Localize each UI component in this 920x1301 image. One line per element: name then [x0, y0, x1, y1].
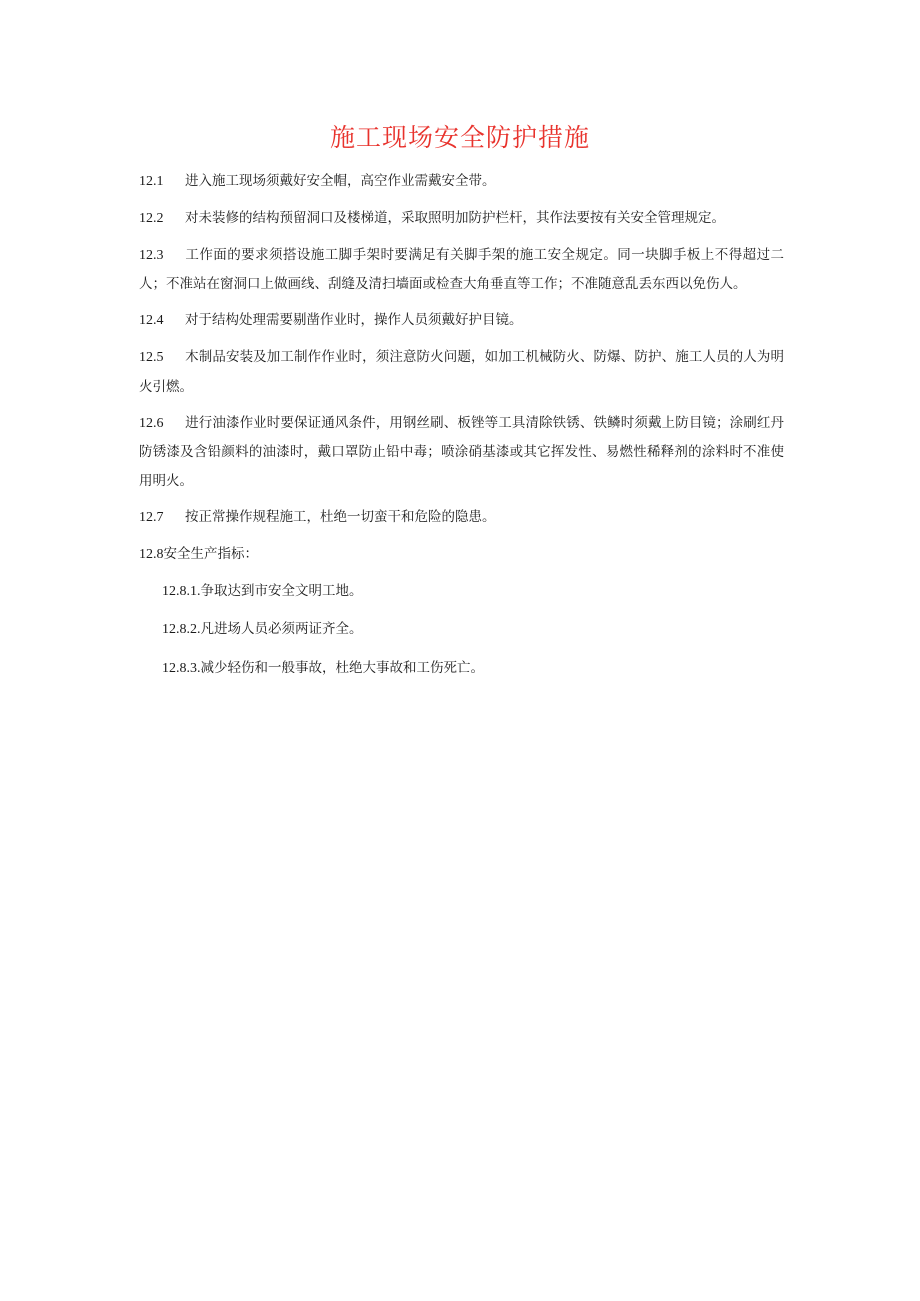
- document-body: [139, 167, 784, 693]
- sub-item-text: 凡进场人员必须两证齐全。: [200, 621, 363, 638]
- item-number: 12.3: [139, 247, 164, 263]
- section-text: 安全生产指标：: [163, 545, 258, 562]
- sub-item-text: 减少轻伤和一般事故，杜绝大事故和工伤死亡。: [200, 660, 484, 677]
- item-number: 12.5: [139, 349, 164, 365]
- sub-list-item: [162, 577, 784, 607]
- item-number: 12.6: [139, 415, 164, 431]
- section-number: 12.8: [139, 546, 164, 562]
- item-number: 12.7: [139, 509, 164, 525]
- list-item: [139, 409, 784, 496]
- list-item: [139, 204, 784, 234]
- item-text: 进入施工现场须戴好安全帽，高空作业需戴安全带。: [185, 173, 496, 189]
- item-text: 按正常操作规程施工，杜绝一切蛮干和危险的隐患。: [185, 508, 496, 525]
- sub-list-item: [162, 654, 784, 684]
- sub-item-text: 争取达到市安全文明工地。: [200, 582, 363, 599]
- item-text: 进行油漆作业时要保证通风条件，用钢丝刷、板锉等工具清除铁锈、铁鳞时须戴上防目镜；涂刷红丹防锈漆及含铅颜料的油漆时，戴口罩防止铅中毒；喷涂硝基漆或其它挥发性、易燃性稀释剂的涂料时不准使用明火。: [139, 414, 784, 490]
- list-item: [139, 167, 784, 197]
- section-heading: [139, 540, 784, 570]
- list-item: [139, 306, 784, 336]
- sub-item-number: 12.8.1.: [162, 583, 201, 599]
- sub-item-number: 12.8.3.: [162, 661, 201, 677]
- item-text: 对于结构处理需要剔凿作业时，操作人员须戴好护目镜。: [185, 312, 523, 329]
- sub-list-item: [162, 615, 784, 645]
- item-number: 12.2: [139, 210, 164, 226]
- item-number: 12.1: [139, 174, 164, 189]
- document-title: 施工现场安全防护措施: [329, 123, 590, 152]
- item-number: 12.4: [139, 313, 164, 329]
- item-text: 木制品安装及加工制作作业时，须注意防火问题，如加工机械防火、防爆、防护、施工人员的人为明火引燃。: [139, 348, 784, 395]
- list-item: [139, 241, 784, 300]
- list-item: [139, 343, 784, 402]
- item-text: 对未装修的结构预留洞口及楼梯道，采取照明加防护栏杆，其作法要按有关安全管理规定。: [185, 209, 725, 226]
- item-text: 工作面的要求须搭设施工脚手架时要满足有关脚手架的施工安全规定。同一块脚手板上不得超过二人；不准站在窗洞口上做画线、刮缝及清扫墙面或检查大角垂直等工作；不准随意乱丢东西以免伤人。: [139, 246, 784, 293]
- list-item: [139, 503, 784, 533]
- sub-item-number: 12.8.2.: [162, 622, 201, 638]
